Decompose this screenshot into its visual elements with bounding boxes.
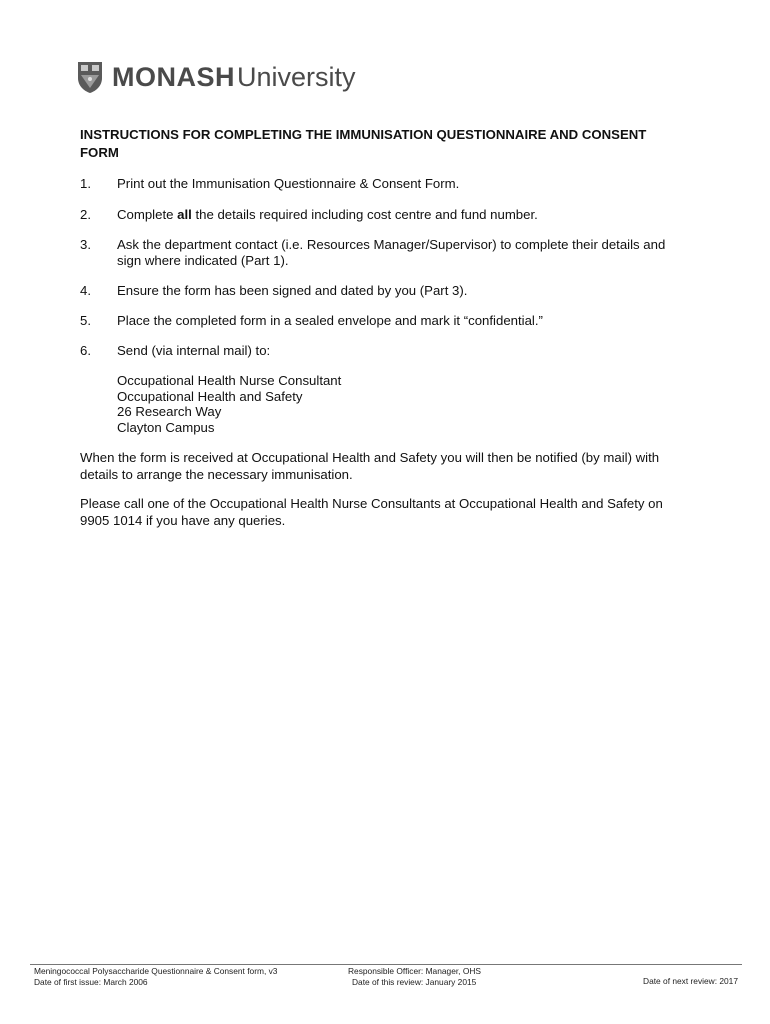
item-number: 3. [80,237,91,252]
item-text-bold: all [177,207,192,222]
item-number: 5. [80,313,91,328]
address-line: Occupational Health and Safety [117,388,303,404]
footer-divider [30,964,742,965]
instruction-item-4 [80,283,680,299]
address-line: Occupational Health Nurse Consultant [117,373,342,388]
instruction-item-5 [80,313,680,329]
notification-paragraph: When the form is received at Occupational Health and Safety you will then be notified (by mail) with details to arrange the necessary immunisation. [80,450,660,482]
mailing-address [117,373,341,435]
footer-first-issue: Date of first issue: March 2006 [34,976,148,987]
document-title: INSTRUCTIONS FOR COMPLETING THE IMMUNISATION QUESTIONNAIRE AND CONSENT FORM [80,127,647,160]
item-text-part: Complete [117,207,178,222]
item-text: Send (via internal mail) to: [117,343,271,358]
item-number: 2. [80,207,91,222]
item-text: Ensure the form has been signed and dated by you (Part 3). [117,283,468,298]
monash-logo [76,58,356,96]
footer-right [643,976,738,987]
footer-responsible-officer: Responsible Officer: Manager, OHS [348,966,481,976]
item-text-part: the details required including cost centre and fund number. [191,207,538,222]
footer-form-name: Meningococcal Polysaccharide Questionnaire & Consent form, v3 [34,966,278,976]
item-number: 1. [80,176,91,191]
instruction-item-2 [80,207,680,223]
item-text: Place the completed form in a sealed envelope and mark it “confidential.” [117,313,543,328]
address-line: Clayton Campus [117,419,215,435]
instruction-item-3 [80,237,680,269]
queries-paragraph: Please call one of the Occupational Health Nurse Consultants at Occupational Health and Safety on 9905 1014 if you have any queries. [80,496,663,528]
logo-text-monash: MONASH [112,61,235,92]
footer-review-date: Date of this review: January 2015 [352,976,477,987]
footer-left [34,966,277,987]
footer-center [348,966,481,987]
footer-next-review: Date of next review: 2017 [643,976,738,986]
address-line: 26 Research Way [117,404,222,419]
item-text [117,207,680,223]
item-number: 6. [80,343,91,358]
logo-text-university: University [237,61,356,92]
instruction-item-6 [80,343,680,359]
item-text: Ask the department contact (i.e. Resources Manager/Supervisor) to complete their details and sign where indicated (Part 1). [117,237,666,268]
crest-icon [76,60,104,94]
item-text: Print out the Immunisation Questionnaire & Consent Form. [117,176,460,191]
instruction-item-1 [80,176,680,192]
item-number: 4. [80,283,91,298]
